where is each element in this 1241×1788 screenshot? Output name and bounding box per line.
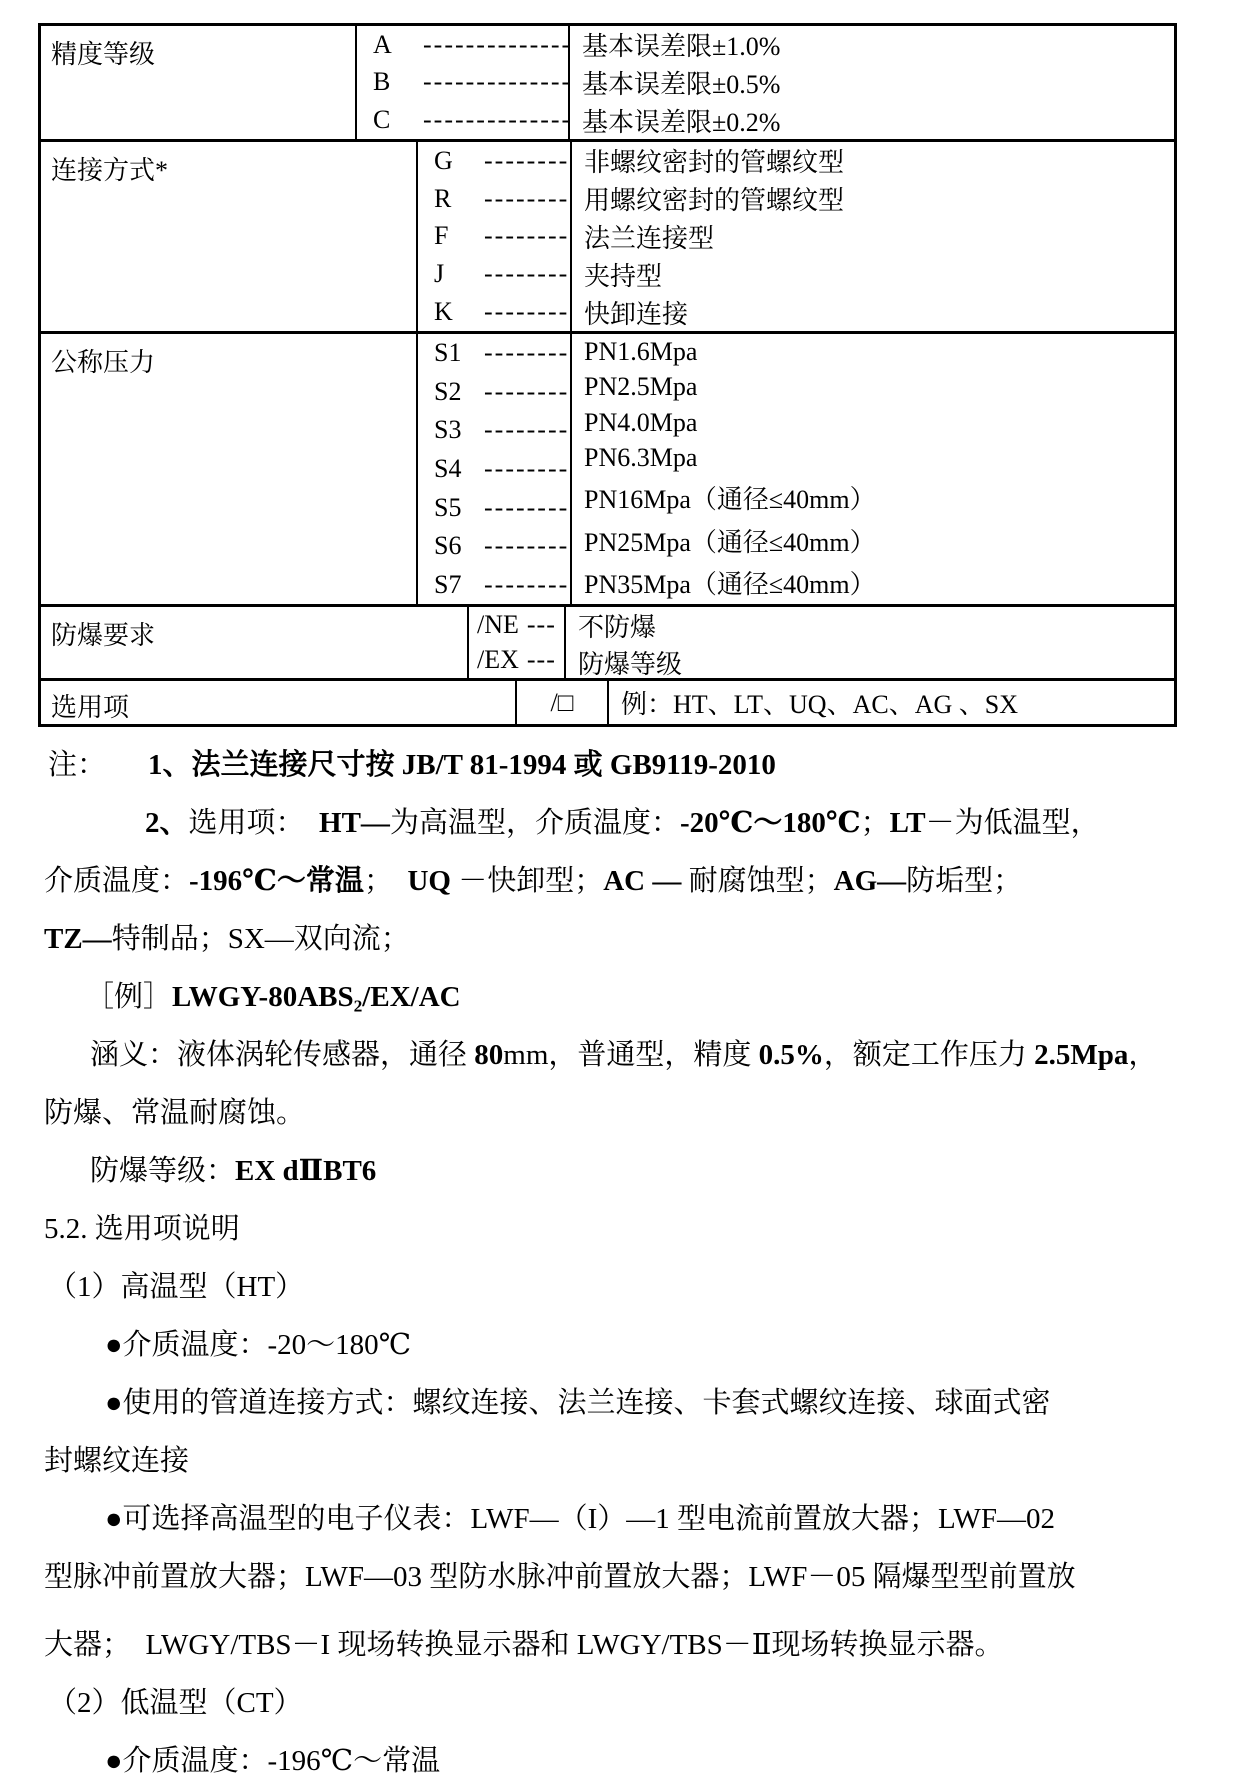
spec-section-label [41, 142, 418, 331]
code-value: R [434, 183, 452, 213]
spec-code-row [418, 184, 570, 214]
note-run: 防爆、常温耐腐蚀。 [44, 1097, 306, 1129]
spec-desc-column [572, 334, 1174, 604]
note-run: mm，普通型，精度 [503, 1039, 759, 1071]
spec-section-label [41, 681, 517, 724]
note-run: ●可选择高温型的电子仪表：LWF—（I）—1 型电流前置放大器；LWF—02 [105, 1503, 1056, 1535]
note-run: ，额定工作压力 [823, 1039, 1035, 1071]
bullet-line [105, 1732, 1241, 1788]
spec-desc-row [572, 218, 1174, 255]
spec-code-column [469, 607, 566, 678]
note-run: HT— [319, 807, 390, 839]
note-line [44, 1548, 1241, 1606]
desc-text: PN2.5Mpa [584, 372, 698, 402]
spec-code-row [418, 146, 570, 176]
desc-text: PN16Mpa（通径≤40mm） [584, 485, 876, 515]
bullet-line [105, 1490, 1241, 1548]
label-text: 精度等级 [51, 40, 156, 69]
spec-code-row [418, 415, 570, 445]
spec-desc-row [572, 337, 1174, 367]
note-run: －快卸型； [450, 865, 604, 897]
note-line [90, 1026, 1241, 1084]
spec-code-row [418, 259, 570, 289]
spec-desc-row [570, 102, 1174, 139]
note-line [90, 1142, 1241, 1200]
desc-text: 例：HT、LT、UQ、AC、AG 、SX [621, 690, 1018, 719]
note-run: AG— [833, 865, 907, 897]
code-value: G [434, 145, 453, 175]
desc-text: PN1.6Mpa [584, 336, 698, 366]
label-text: 选用项 [51, 693, 130, 722]
spec-desc-row [572, 564, 1174, 601]
desc-text: 基本误差限±0.2% [582, 107, 781, 137]
spec-desc-row [572, 408, 1174, 438]
note-run: EX dⅡBT6 [235, 1155, 377, 1187]
leader-dashes: -------- [484, 415, 570, 445]
note-run: 选用项： [188, 807, 320, 839]
spec-code-row [469, 610, 564, 640]
code-value: S6 [434, 531, 462, 561]
spec-code-row [418, 454, 570, 484]
note-run: 注： [48, 749, 107, 781]
note-run: －为低温型， [925, 807, 1100, 839]
spec-desc-column [566, 607, 1174, 678]
desc-text: 非螺纹密封的管螺纹型 [584, 148, 845, 178]
note-run: （1）高温型（HT） [48, 1271, 305, 1303]
leader-dashes: --- [526, 645, 556, 675]
spec-desc-row [570, 64, 1174, 101]
spec-desc-column [572, 142, 1174, 331]
spec-code-row [418, 570, 570, 600]
model-spec-table [38, 23, 1177, 727]
spec-desc-row [572, 180, 1174, 217]
code-value: /□ [550, 687, 574, 717]
note-line [44, 852, 1241, 910]
leader-dashes: --- [526, 609, 556, 639]
desc-text: 基本误差限±1.0% [582, 32, 781, 62]
note-run: ［例］ [85, 981, 173, 1013]
spec-desc-row [609, 684, 1174, 721]
note-run: 0.5% [758, 1039, 824, 1071]
desc-text: 夹持型 [584, 261, 663, 291]
code-value: S2 [434, 376, 462, 406]
code-value: J [434, 259, 445, 289]
subsection-heading [48, 1674, 1241, 1732]
spec-code-row [357, 105, 573, 135]
leader-dashes: -------- [484, 221, 570, 251]
spec-code-row [418, 221, 570, 251]
leader-dashes: -------- [484, 145, 570, 175]
note-run: TZ— [44, 923, 112, 955]
code-value: S3 [434, 415, 462, 445]
code-value: S1 [434, 338, 462, 368]
spec-desc-row [572, 294, 1174, 331]
note-run: LT [889, 807, 926, 839]
note-run: 2.5Mpa [1034, 1039, 1129, 1071]
spec-section-explosion-proof [41, 604, 1174, 678]
note-run: AC — [603, 865, 682, 897]
label-text: 连接方式* [51, 156, 169, 185]
note-run: 5.2. 选用项说明 [44, 1213, 240, 1245]
note-run: 防垢型； [906, 865, 1023, 897]
note-run: 防爆等级： [90, 1155, 236, 1187]
spec-desc-row [566, 644, 1174, 681]
spec-desc-column [609, 681, 1174, 724]
section-heading [44, 1200, 1241, 1258]
note-line [44, 1616, 1241, 1674]
spec-desc-row [572, 443, 1174, 473]
note-line [145, 794, 1241, 852]
leader-dashes: -------- [484, 183, 570, 213]
spec-section-connection [41, 139, 1174, 331]
desc-text: PN6.3Mpa [584, 443, 698, 473]
note-line [44, 910, 1241, 968]
label-text: 防爆要求 [51, 621, 156, 650]
spec-desc-row [572, 479, 1174, 516]
code-value: F [434, 221, 449, 251]
note-run: -20℃～180℃ [679, 807, 861, 839]
note-line [85, 968, 1241, 1026]
note-run: ●介质温度：-196℃～常温 [105, 1745, 441, 1777]
spec-code-column [517, 681, 609, 724]
desc-text: 不防爆 [578, 613, 657, 642]
leader-dashes: -------------- [423, 67, 573, 97]
note-run: 封螺纹连接 [44, 1445, 190, 1477]
spec-code-row [418, 493, 570, 523]
leader-dashes: -------- [484, 297, 570, 327]
label-text: 公称压力 [51, 348, 156, 377]
note-run: 型脉冲前置放大器；LWF—03 型防水脉冲前置放大器；LWF－05 隔爆型型前置放 [44, 1561, 1076, 1593]
bullet-line [105, 1316, 1241, 1374]
leader-dashes: -------- [484, 492, 570, 522]
leader-dashes: -------- [484, 259, 570, 289]
note-line [44, 1432, 1241, 1490]
spec-code-row [418, 338, 570, 368]
spec-desc-row [570, 26, 1174, 63]
desc-text: PN4.0Mpa [584, 407, 698, 437]
note-run: 涵义：液体涡轮传感器，通径 [90, 1039, 475, 1071]
code-value: /NE [477, 609, 519, 639]
code-value: B [373, 67, 391, 97]
desc-text: 防爆等级 [578, 650, 683, 679]
note-run: ； [860, 807, 890, 839]
leader-dashes: -------- [484, 531, 570, 561]
code-value: A [373, 29, 392, 59]
leader-dashes: -------------- [423, 29, 573, 59]
note-run: ●介质温度：-20～180℃ [105, 1329, 412, 1361]
code-value: K [434, 297, 453, 327]
note-run: 80 [474, 1039, 504, 1071]
note-run: -196℃～常温 [189, 865, 364, 897]
note-run: 耐腐蚀型； [681, 865, 834, 897]
spec-desc-row [572, 256, 1174, 293]
spec-section-label [41, 607, 469, 678]
desc-text: 快卸连接 [584, 299, 689, 329]
spec-code-column [418, 334, 572, 604]
note-run: 2、 [145, 807, 189, 839]
code-value: S4 [434, 453, 462, 483]
spec-desc-row [572, 372, 1174, 402]
desc-text: 基本误差限±0.5% [582, 69, 781, 99]
spec-section-label [41, 334, 418, 604]
bullet-line [105, 1374, 1241, 1432]
spec-code-row [418, 297, 570, 327]
spec-code-column [418, 142, 572, 331]
note-run: ， [1128, 1039, 1158, 1071]
note-run: 大器； LWGY/TBS－I 现场转换显示器和 LWGY/TBS－Ⅱ现场转换显示器。 [44, 1629, 1004, 1661]
spec-code-row [469, 645, 564, 675]
note-run: 特制品；SX—双向流； [111, 923, 410, 955]
spec-section-accuracy [41, 26, 1174, 139]
leader-dashes: -------- [484, 569, 570, 599]
leader-dashes: -------- [484, 453, 570, 483]
spec-code-row [418, 377, 570, 407]
note-run: LWGY-80ABS₂/EX/AC [172, 981, 461, 1013]
note-run: UQ [407, 865, 451, 897]
code-value: S7 [434, 569, 462, 599]
note-line [44, 1084, 1241, 1142]
note-run: 介质温度： [44, 865, 190, 897]
code-value: S5 [434, 492, 462, 522]
spec-code-row [357, 29, 573, 60]
desc-text: 法兰连接型 [584, 223, 715, 253]
leader-dashes: -------- [484, 376, 570, 406]
note-run: 为高温型，介质温度： [389, 807, 680, 839]
desc-text: PN35Mpa（通径≤40mm） [584, 570, 876, 600]
leader-dashes: -------- [484, 338, 570, 368]
spec-section-pressure [41, 331, 1174, 604]
code-value: C [373, 105, 391, 135]
spec-desc-row [566, 607, 1174, 644]
spec-code-column [357, 26, 573, 139]
note-run: ●使用的管道连接方式：螺纹连接、法兰连接、卡套式螺纹连接、球面式密 [105, 1387, 1051, 1419]
subsection-heading [48, 1258, 1241, 1316]
spec-section-options [41, 678, 1174, 724]
leader-dashes: -------------- [423, 105, 573, 135]
desc-text: PN25Mpa（通径≤40mm） [584, 527, 876, 557]
note-line [48, 736, 1241, 794]
desc-text: 用螺纹密封的管螺纹型 [584, 186, 845, 216]
note-run: （2）低温型（CT） [48, 1687, 303, 1719]
spec-code-row [418, 531, 570, 561]
note-run: ； [363, 865, 408, 897]
spec-section-label [41, 26, 357, 139]
spec-desc-column [570, 26, 1174, 139]
spec-desc-row [572, 522, 1174, 559]
notes-body [0, 736, 1241, 1788]
spec-code-row [517, 688, 607, 718]
spec-code-row [357, 67, 573, 97]
spec-desc-row [572, 142, 1174, 179]
note-run: 1、法兰连接尺寸按 JB/T 81-1994 或 GB9119-2010 [148, 749, 776, 781]
code-value: /EX [477, 645, 519, 675]
